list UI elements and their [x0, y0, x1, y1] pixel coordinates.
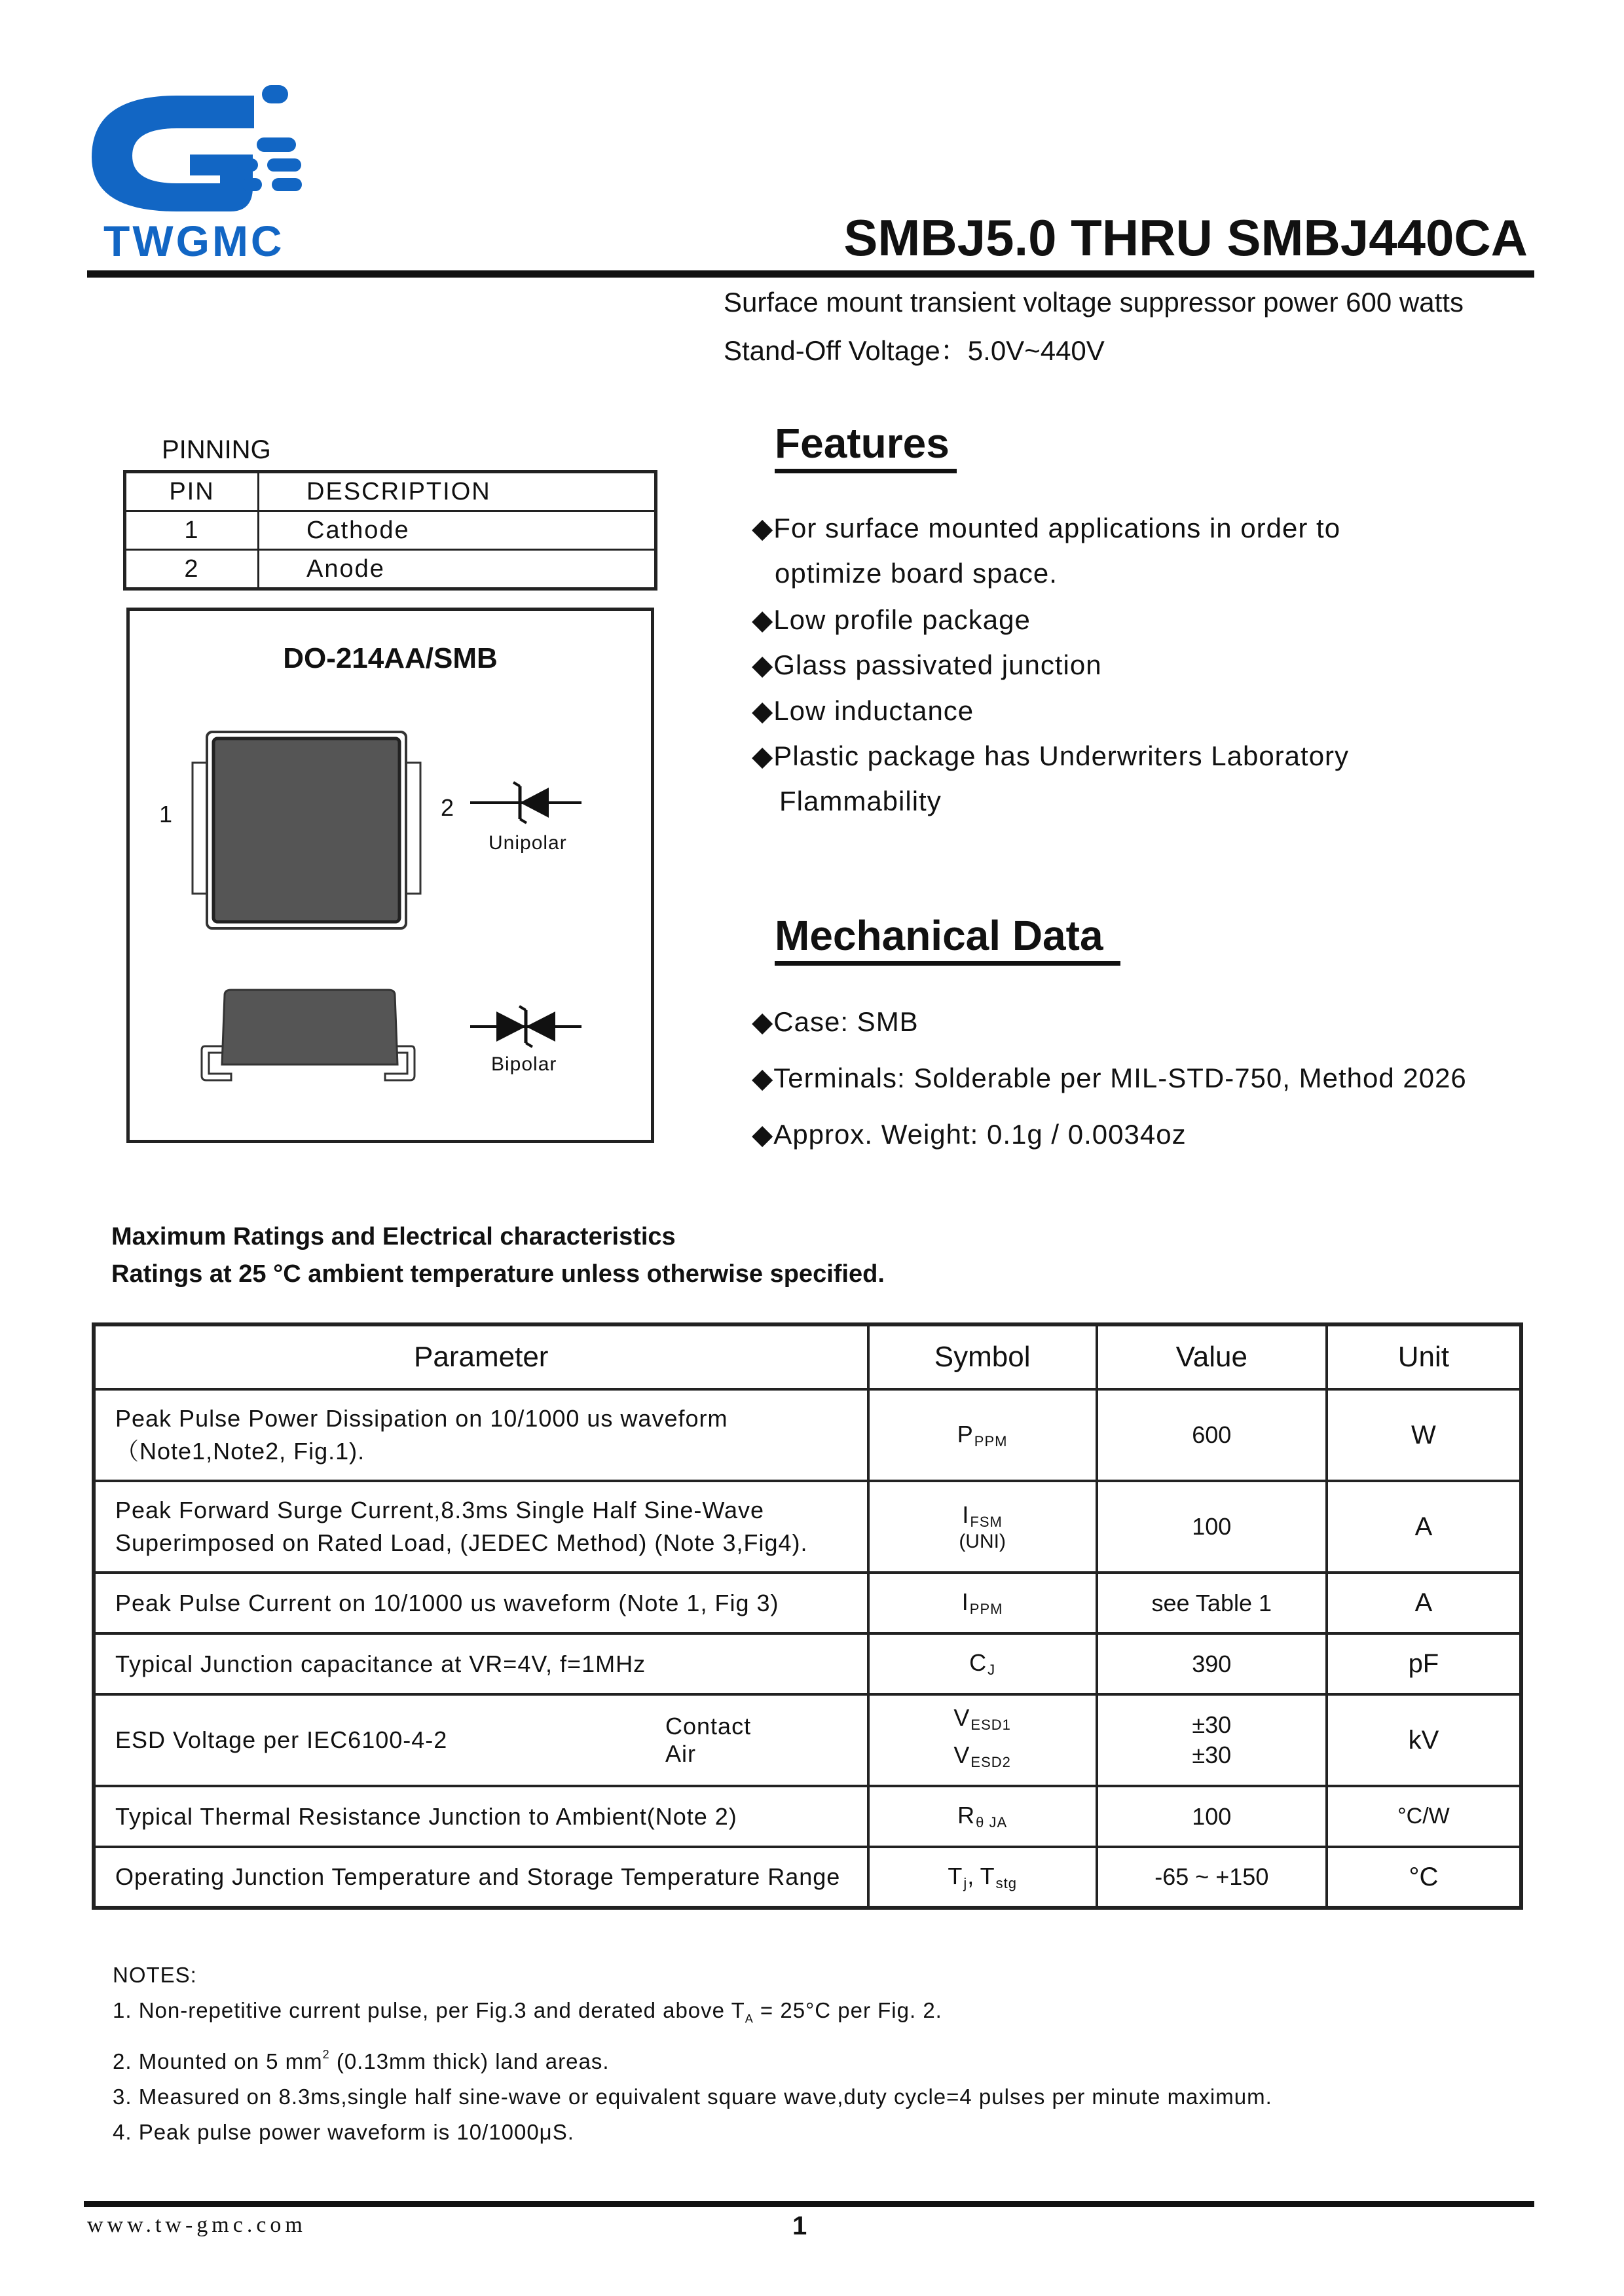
- table-row: [94, 1847, 1521, 1908]
- pin1-label: 1: [159, 801, 173, 828]
- symbol-text: V: [953, 1741, 970, 1768]
- symbol-subscript: PPM: [974, 1432, 1008, 1449]
- unit-header: Unit: [1327, 1324, 1521, 1389]
- features-underline: [775, 469, 957, 473]
- table-row: [94, 1694, 1521, 1786]
- symbol-text: I: [961, 1588, 969, 1615]
- subtitle-line-2: Stand-Off Voltage：5.0V~440V: [724, 335, 1105, 366]
- logo-mark-icon: [85, 77, 314, 215]
- parameter-cell: [94, 1481, 868, 1573]
- parameter-header: Parameter: [94, 1324, 868, 1389]
- pin-description: Cathode: [259, 511, 656, 550]
- table-row: [94, 1389, 1521, 1481]
- value-cell: [1097, 1694, 1327, 1786]
- unit-cell: °C/W: [1327, 1786, 1521, 1847]
- feature-item: Flammability: [779, 786, 942, 816]
- symbol-header: Symbol: [868, 1324, 1097, 1389]
- symbol-subscript: J: [987, 1662, 996, 1678]
- note-2: 2. Mounted on 5 $mm^2$ (0.13mm thick) land areas.: [113, 2047, 610, 2073]
- symbol-subscript: PPM: [969, 1601, 1003, 1617]
- value-cell: 100: [1097, 1481, 1327, 1573]
- ratings-table: [92, 1322, 1523, 1910]
- feature-item: ◆Low inductance: [752, 695, 974, 726]
- value-cell: 100: [1097, 1786, 1327, 1847]
- symbol-subscript: stg: [995, 1874, 1017, 1891]
- symbol-subscript: ESD1: [970, 1717, 1011, 1733]
- table-row: [94, 1481, 1521, 1573]
- note-1: 1. Non-repetitive current pulse, per Fig.3 and derated above $T_A = 25^\circ C$ per Fig. 2.: [113, 1998, 942, 2026]
- unit-cell: A: [1327, 1573, 1521, 1633]
- mechanical-item: ◆Approx. Weight: 0.1g / 0.0034oz: [752, 1119, 1187, 1150]
- notes-block: [113, 1958, 1272, 2150]
- symbol-text: T: [948, 1862, 963, 1889]
- mechanical-underline: [775, 961, 1120, 966]
- symbol-text: C: [969, 1649, 987, 1676]
- note-3: 3. Measured on 8.3ms,single half sine-wave or equivalent square wave,duty cycle=4 pulses per minute maximum.: [113, 2084, 1272, 2109]
- symbol-subscript: ESD2: [970, 1754, 1011, 1770]
- symbol-separator: ,: [967, 1862, 980, 1889]
- pin-number: 1: [125, 511, 259, 550]
- symbol-cell: [868, 1389, 1097, 1481]
- parameter-text: （Note1,Note2, Fig.1).: [115, 1438, 365, 1465]
- feature-item: ◆For surface mounted applications in order to: [752, 513, 1341, 543]
- features-title: Features: [775, 420, 950, 467]
- pinning-table: [123, 470, 657, 591]
- symbol-cell: [868, 1694, 1097, 1786]
- subtitle-line-1: Surface mount transient voltage suppressor power 600 watts: [724, 287, 1464, 318]
- mechanical-item: ◆Terminals: Solderable per MIL-STD-750, Method 2026: [752, 1063, 1467, 1093]
- symbol-cell: [868, 1573, 1097, 1633]
- value-cell: 390: [1097, 1633, 1327, 1694]
- value-text: ±30: [1192, 1741, 1232, 1768]
- pin2-label: 2: [441, 794, 454, 821]
- symbol-cell: [868, 1786, 1097, 1847]
- package-drawing-box: [126, 608, 654, 1143]
- value-cell: 600: [1097, 1389, 1327, 1481]
- unipolar-label: Unipolar: [489, 832, 567, 854]
- symbol-subscript: j: [963, 1874, 968, 1891]
- footer-url[interactable]: www.tw-gmc.com: [87, 2213, 306, 2237]
- ratings-heading-2: Ratings at 25 °C ambient temperature unless otherwise specified.: [111, 1260, 885, 1288]
- esd-conditions: [665, 1713, 751, 1768]
- page-title: SMBJ5.0 THRU SMBJ440CA: [843, 209, 1528, 266]
- symbol-text: V: [953, 1704, 970, 1731]
- note-subscript: A: [745, 2012, 754, 2026]
- value-text: ±30: [1192, 1711, 1232, 1738]
- value-cell: see Table 1: [1097, 1573, 1327, 1633]
- note-4: 4. Peak pulse power waveform is 10/1000μS.: [113, 2119, 574, 2144]
- esd-condition: Contact: [665, 1713, 752, 1740]
- unit-cell: pF: [1327, 1633, 1521, 1694]
- symbol-cell: [868, 1633, 1097, 1694]
- ratings-header-row: [94, 1324, 1521, 1389]
- note-superscript: 2: [322, 2047, 330, 2061]
- table-row: [125, 550, 656, 589]
- parameter-cell: Typical Junction capacitance at VR=4V, f=1MHz: [94, 1633, 868, 1694]
- table-row: [125, 511, 656, 550]
- parameter-cell: Typical Thermal Resistance Junction to Ambient(Note 2): [94, 1786, 868, 1847]
- table-row: [94, 1786, 1521, 1847]
- symbol-text: I: [962, 1501, 969, 1528]
- symbol-text: R: [957, 1802, 975, 1829]
- page-number: 1: [792, 2212, 807, 2240]
- symbol-subscript: θ JA: [976, 1814, 1008, 1831]
- parameter-text: ESD Voltage per IEC6100-4-2: [115, 1726, 448, 1753]
- esd-condition: Air: [665, 1740, 696, 1767]
- pinning-header-row: [125, 472, 656, 511]
- header-rule: [87, 270, 1534, 278]
- symbol-text: P: [957, 1420, 973, 1448]
- value-cell: -65 ~ +150: [1097, 1847, 1327, 1908]
- parameter-text: Peak Forward Surge Current,8.3ms Single Half Sine-Wave: [115, 1497, 765, 1523]
- pin-description: Anode: [306, 555, 385, 583]
- symbol-text: T: [980, 1862, 995, 1889]
- feature-item: ◆Low profile package: [752, 604, 1031, 635]
- pinning-label: PINNING: [162, 435, 271, 464]
- pin-number: 2: [125, 550, 259, 589]
- bipolar-diode-icon: [470, 1004, 581, 1049]
- unipolar-diode-icon: [470, 780, 581, 826]
- logo-text: TWGMC: [103, 217, 285, 265]
- symbol-note: (UNI): [959, 1530, 1006, 1552]
- parameter-cell: [94, 1389, 868, 1481]
- bipolar-label: Bipolar: [491, 1053, 557, 1075]
- ratings-heading-1: Maximum Ratings and Electrical characteristics: [111, 1223, 676, 1250]
- package-title: DO-214AA/SMB: [283, 642, 498, 674]
- notes-title: NOTES:: [113, 1963, 197, 1987]
- symbol-subscript: FSM: [970, 1513, 1003, 1530]
- table-row: [94, 1573, 1521, 1633]
- package-side-view-icon: [198, 987, 418, 1085]
- parameter-cell: [94, 1694, 868, 1786]
- feature-item: ◆Glass passivated junction: [752, 649, 1102, 680]
- pin-header: PIN: [125, 472, 259, 511]
- package-top-view-icon: [189, 722, 424, 938]
- parameter-cell: Peak Pulse Current on 10/1000 us waveform (Note 1, Fig 3): [94, 1573, 868, 1633]
- footer-rule: [84, 2201, 1534, 2207]
- value-header: Value: [1097, 1324, 1327, 1389]
- parameter-text: Peak Pulse Power Dissipation on 10/1000 us waveform: [115, 1405, 728, 1432]
- parameter-text: Superimposed on Rated Load, (JEDEC Method) (Note 3,Fig4).: [115, 1529, 808, 1556]
- description-header: DESCRIPTION: [259, 472, 656, 511]
- feature-item: ◆Plastic package has Underwriters Laboratory: [752, 740, 1350, 771]
- mechanical-item: ◆Case: SMB: [752, 1006, 919, 1037]
- unit-cell: W: [1327, 1389, 1521, 1481]
- unit-cell: kV: [1327, 1694, 1521, 1786]
- unit-cell: °C: [1327, 1847, 1521, 1908]
- feature-item: optimize board space.: [775, 558, 1058, 589]
- mechanical-title: Mechanical Data: [775, 912, 1103, 959]
- symbol-cell: [868, 1847, 1097, 1908]
- parameter-cell: Operating Junction Temperature and Storage Temperature Range: [94, 1847, 868, 1908]
- symbol-cell: [868, 1481, 1097, 1573]
- unit-cell: A: [1327, 1481, 1521, 1573]
- table-row: [94, 1633, 1521, 1694]
